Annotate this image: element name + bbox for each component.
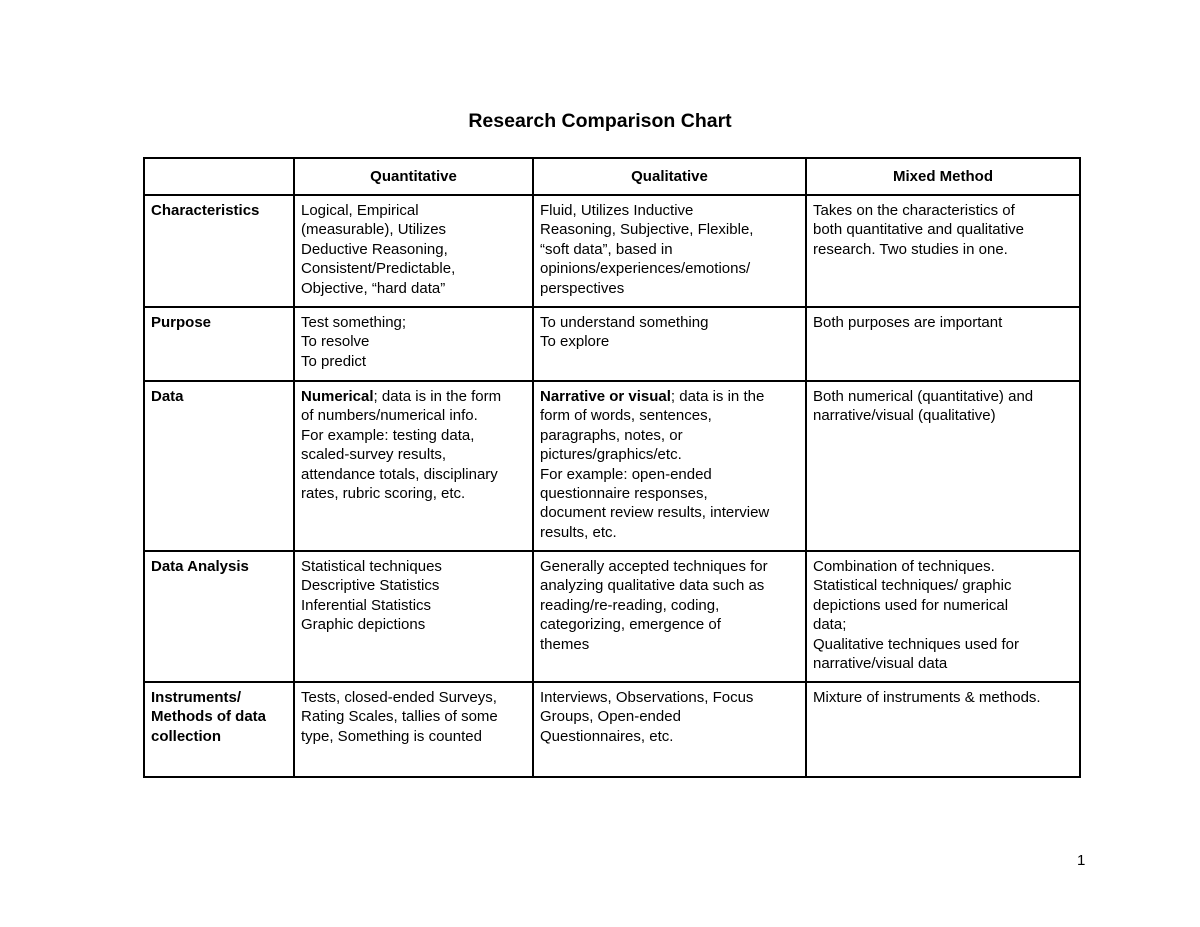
cell-text-line — [540, 387, 799, 406]
cell-text-line: Descriptive Statistics — [301, 577, 440, 595]
cell-text-line: narrative/visual data — [813, 655, 948, 673]
cell-mixed-method — [806, 381, 1080, 551]
cell-text-line: Takes on the characteristics of — [813, 202, 1015, 219]
row-label-line: Purpose — [151, 314, 212, 331]
cell-text-line: Questionnaires, etc. — [540, 727, 674, 745]
cell-text-line: Reasoning, Subjective, Flexible, — [540, 221, 754, 239]
cell-text-line: attendance totals, disciplinary — [301, 465, 498, 483]
comparison-table — [143, 157, 1081, 778]
row-label-characteristics — [144, 195, 294, 307]
cell-text-line: To explore — [540, 333, 610, 351]
cell-text-line: Statistical techniques/ graphic — [813, 577, 1012, 595]
table-row — [144, 195, 1080, 307]
cell-qualitative — [533, 195, 806, 307]
cell-text-line: Tests, closed-ended Surveys, — [301, 689, 497, 706]
cell-text-line: of numbers/numerical info. — [301, 407, 478, 425]
cell-text-line: both quantitative and qualitative — [813, 221, 1024, 239]
cell-mixed-method — [806, 682, 1080, 777]
cell-quantitative — [294, 307, 533, 381]
cell-text-line: narrative/visual (qualitative) — [813, 407, 996, 425]
cell-text-line: categorizing, emergence of — [540, 616, 721, 634]
page-title: Research Comparison Chart — [468, 110, 732, 132]
page-number: 1 — [1077, 852, 1086, 869]
cell-mixed-method — [806, 195, 1080, 307]
cell-text-line: For example: open-ended — [540, 465, 712, 483]
cell-text-line: Interviews, Observations, Focus — [540, 689, 754, 706]
cell-text-line: Graphic depictions — [301, 616, 426, 634]
cell-text-line: perspectives — [540, 279, 625, 297]
cell-text-line: Deductive Reasoning, — [301, 240, 448, 258]
row-label-line: Characteristics — [151, 202, 260, 219]
cell-text-line: Test something; — [301, 314, 407, 331]
header-mixed-method: Mixed Method — [806, 158, 1080, 195]
cell-quantitative — [294, 195, 533, 307]
cell-text-line: opinions/experiences/emotions/ — [540, 260, 751, 278]
cell-qualitative — [533, 551, 806, 682]
cell-qualitative — [533, 381, 806, 551]
cell-text-line: (measurable), Utilizes — [301, 221, 447, 239]
row-label-instruments — [144, 682, 294, 777]
row-label-data-analysis — [144, 551, 294, 682]
cell-text-line — [301, 387, 526, 406]
cell-text-line: To resolve — [301, 333, 370, 351]
row-label-data — [144, 381, 294, 551]
cell-text-line: Statistical techniques — [301, 558, 442, 575]
header-qualitative: Qualitative — [533, 158, 806, 195]
bold-term: Narrative or visual — [540, 388, 671, 405]
cell-text-line: reading/re-reading, coding, — [540, 596, 720, 614]
row-label-line: Methods of data — [151, 708, 266, 726]
header-row — [144, 158, 1080, 195]
cell-mixed-method — [806, 307, 1080, 381]
cell-text-line: Consistent/Predictable, — [301, 260, 456, 278]
cell-text-line: rates, rubric scoring, etc. — [301, 485, 466, 503]
cell-text-line: Logical, Empirical — [301, 202, 419, 219]
cell-quantitative — [294, 381, 533, 551]
cell-qualitative — [533, 682, 806, 777]
cell-text-line: Both purposes are important — [813, 314, 1003, 331]
cell-text-run: ; data is in the form — [373, 388, 502, 405]
row-label-line: Data Analysis — [151, 558, 249, 575]
cell-mixed-method — [806, 551, 1080, 682]
row-label-line: Data — [151, 388, 184, 405]
cell-text-line: form of words, sentences, — [540, 407, 712, 425]
cell-text-line: To predict — [301, 352, 367, 370]
table-row — [144, 307, 1080, 381]
cell-text-line: document review results, interview — [540, 504, 770, 522]
row-label-line: Instruments/ — [151, 689, 242, 706]
cell-text-line: results, etc. — [540, 523, 617, 541]
cell-text-line: Objective, “hard data” — [301, 279, 446, 297]
cell-text-line: paragraphs, notes, or — [540, 426, 683, 444]
cell-text-line: pictures/graphics/etc. — [540, 446, 682, 464]
row-label-line: collection — [151, 727, 222, 745]
cell-quantitative — [294, 551, 533, 682]
cell-text-line: themes — [540, 635, 590, 653]
cell-text-line: depictions used for numerical — [813, 596, 1009, 614]
header-quantitative: Quantitative — [294, 158, 533, 195]
table-row — [144, 682, 1080, 777]
cell-text-line: data; — [813, 616, 847, 634]
cell-text-line: questionnaire responses, — [540, 485, 708, 503]
cell-text-line: Combination of techniques. — [813, 558, 995, 575]
cell-text-line: scaled-survey results, — [301, 446, 447, 464]
table-row — [144, 381, 1080, 551]
cell-text-line: To understand something — [540, 314, 709, 331]
cell-text-line: Both numerical (quantitative) and — [813, 388, 1034, 405]
cell-text-run: ; data is in the — [670, 388, 765, 405]
header-corner-cell — [144, 158, 294, 195]
cell-text-line: For example: testing data, — [301, 426, 475, 444]
cell-text-line: analyzing qualitative data such as — [540, 577, 765, 595]
cell-text-line: Mixture of instruments & methods. — [813, 689, 1041, 706]
cell-text-line: Groups, Open-ended — [540, 708, 681, 726]
table-row — [144, 551, 1080, 682]
cell-text-line: research. Two studies in one. — [813, 240, 1008, 258]
cell-text-line: Qualitative techniques used for — [813, 635, 1019, 653]
cell-text-line: Inferential Statistics — [301, 596, 432, 614]
row-label-purpose — [144, 307, 294, 381]
cell-quantitative — [294, 682, 533, 777]
cell-text-line: Rating Scales, tallies of some — [301, 708, 498, 726]
cell-text-line: Fluid, Utilizes Inductive — [540, 202, 694, 219]
cell-text-line: type, Something is counted — [301, 727, 482, 745]
cell-qualitative — [533, 307, 806, 381]
cell-text-line: Generally accepted techniques for — [540, 558, 768, 575]
bold-term: Numerical — [301, 388, 374, 405]
cell-text-line: “soft data”, based in — [540, 240, 673, 258]
